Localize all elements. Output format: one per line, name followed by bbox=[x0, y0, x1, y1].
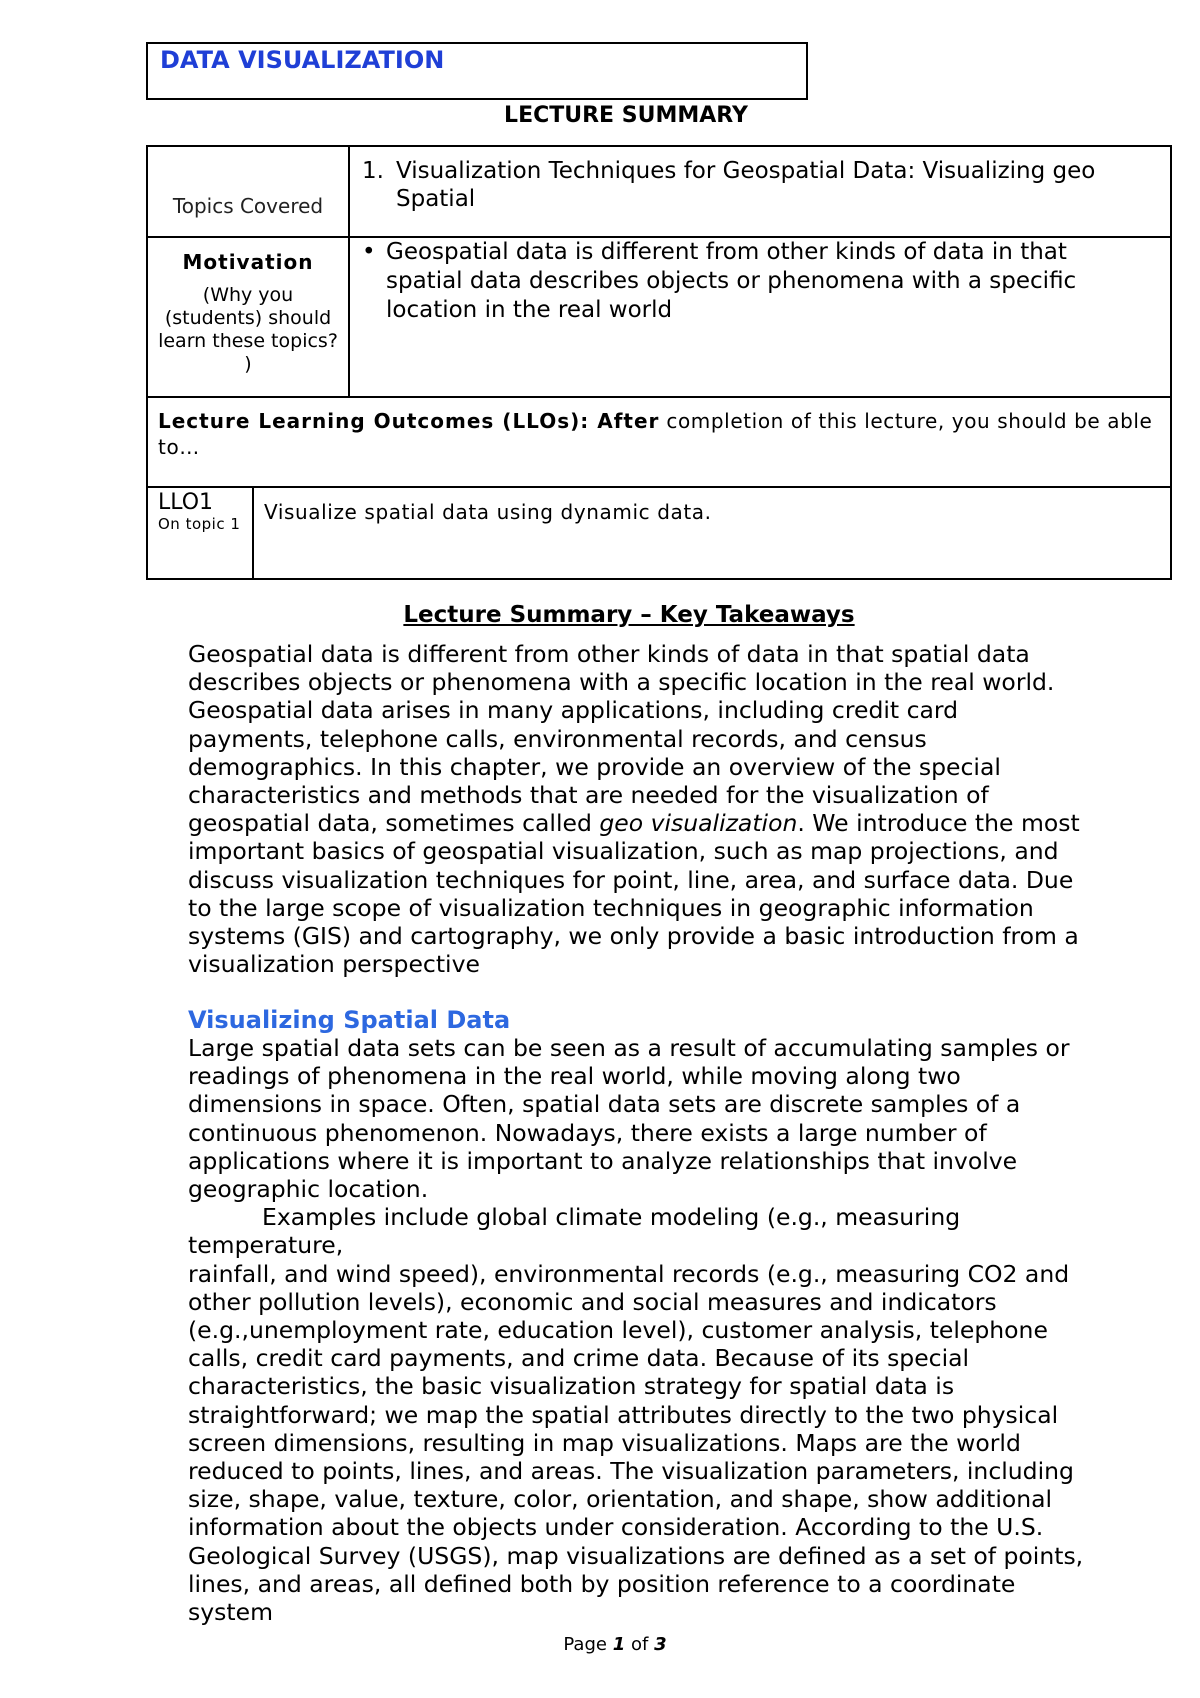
llo-topic: On topic 1 bbox=[158, 515, 241, 533]
llo-header-text: completion of this lecture, you should be able to… bbox=[158, 409, 1153, 459]
summary-table bbox=[146, 145, 1172, 580]
section-heading: Visualizing Spatial Data bbox=[188, 1006, 511, 1034]
llo-inner-table bbox=[148, 488, 1170, 578]
key-takeaways-paragraph bbox=[188, 640, 1088, 978]
llo-description: Visualize spatial data using dynamic data. bbox=[264, 500, 712, 524]
kt-text-after: . We introduce the most important basics of geospatial visualization, such as map projections, and discuss visualization techniques for point, line, area, and surface data. Due to the large scope of visualization techniques in geographic information systems (GIS) and cartography, we only provide a basic introduction from a visualization perspective bbox=[188, 809, 1080, 979]
lecture-summary-title: LECTURE SUMMARY bbox=[504, 103, 748, 128]
course-title: DATA VISUALIZATION bbox=[160, 46, 445, 74]
llo-row bbox=[147, 487, 1171, 579]
llo-header-row bbox=[147, 397, 1171, 487]
section-paragraph-2a: Examples include global climate modeling (e.g., measuring temperature, bbox=[188, 1203, 961, 1260]
llo-header-bold: Lecture Learning Outcomes (LLOs): After bbox=[158, 409, 660, 433]
llo-id: LLO1 bbox=[158, 490, 214, 515]
topics-item-cell bbox=[349, 146, 1171, 237]
motivation-title: Motivation bbox=[182, 250, 314, 274]
section-paragraph-2b: rainfall, and wind speed), environmental records (e.g., measuring CO2 and other pollution levels), economic and social measures and indicators (e.g.,unemployment rate, education level), customer analysis, telephone calls, credit card payments, and crime data. Because of its special characteristics, the basic visualization strategy for spatial data is straightforward; we map the spatial attributes directly to the two physical screen dimensions, resulting in map visualizations. Maps are the world reduced to points, lines, and areas. The visualization parameters, including size, shape, value, texture, color, orientation, and shape, show additional information about the objects under consideration. According to the U.S. Geological Survey (USGS), map visualizations are defined as a set of points, lines, and areas, all defined both by position reference to a coordinate system bbox=[188, 1259, 1084, 1627]
page-of-label: of bbox=[630, 1634, 649, 1655]
page-footer bbox=[0, 1634, 1200, 1655]
page-current: 1 bbox=[612, 1634, 626, 1655]
llo-id-cell bbox=[148, 488, 253, 578]
topics-row bbox=[147, 146, 1171, 237]
topics-label-cell bbox=[147, 146, 349, 237]
llo-header-cell bbox=[147, 397, 1171, 487]
bullet-icon: • bbox=[362, 239, 376, 265]
motivation-subtitle: (Why you (students) should learn these topics? ) bbox=[158, 284, 338, 375]
topic-number: 1. bbox=[362, 158, 384, 184]
motivation-text-cell bbox=[349, 237, 1171, 397]
section-body bbox=[188, 1034, 1088, 1626]
llo-cell bbox=[147, 487, 1171, 579]
course-title-box bbox=[146, 42, 808, 100]
section-paragraph-1: Large spatial data sets can be seen as a result of accumulating samples or readings of phenomena in the real world, while moving along two dimensions in space. Often, spatial data sets are discrete samples of a continuous phenomenon. Nowadays, there exists a large number of applications where it is important to analyze relationships that involve geographic location. bbox=[188, 1034, 1070, 1204]
motivation-row bbox=[147, 237, 1171, 397]
key-takeaways-heading: Lecture Summary – Key Takeaways bbox=[403, 602, 855, 628]
topic-text: Visualization Techniques for Geospatial Data: Visualizing geo Spatial bbox=[396, 158, 1096, 212]
page-total: 3 bbox=[654, 1634, 667, 1655]
motivation-label-cell bbox=[147, 237, 349, 397]
motivation-text: Geospatial data is different from other kinds of data in that spatial data describes objects or phenomena with a specific location in the real world bbox=[386, 239, 1077, 323]
topics-label: Topics Covered bbox=[172, 193, 324, 218]
page-label: Page bbox=[563, 1634, 607, 1655]
kt-italic-term: geo visualization bbox=[599, 809, 798, 838]
kt-text-before: Geospatial data is different from other kinds of data in that spatial data describes objects or phenomena with a specific location in the real world. Geospatial data arises in many applications, including credit card payments, telephone calls, environmental records, and census demographics. In this chapter, we provide an overview of the special characteristics and methods that are needed for the visualization of geospatial data, sometimes called bbox=[188, 640, 1055, 838]
